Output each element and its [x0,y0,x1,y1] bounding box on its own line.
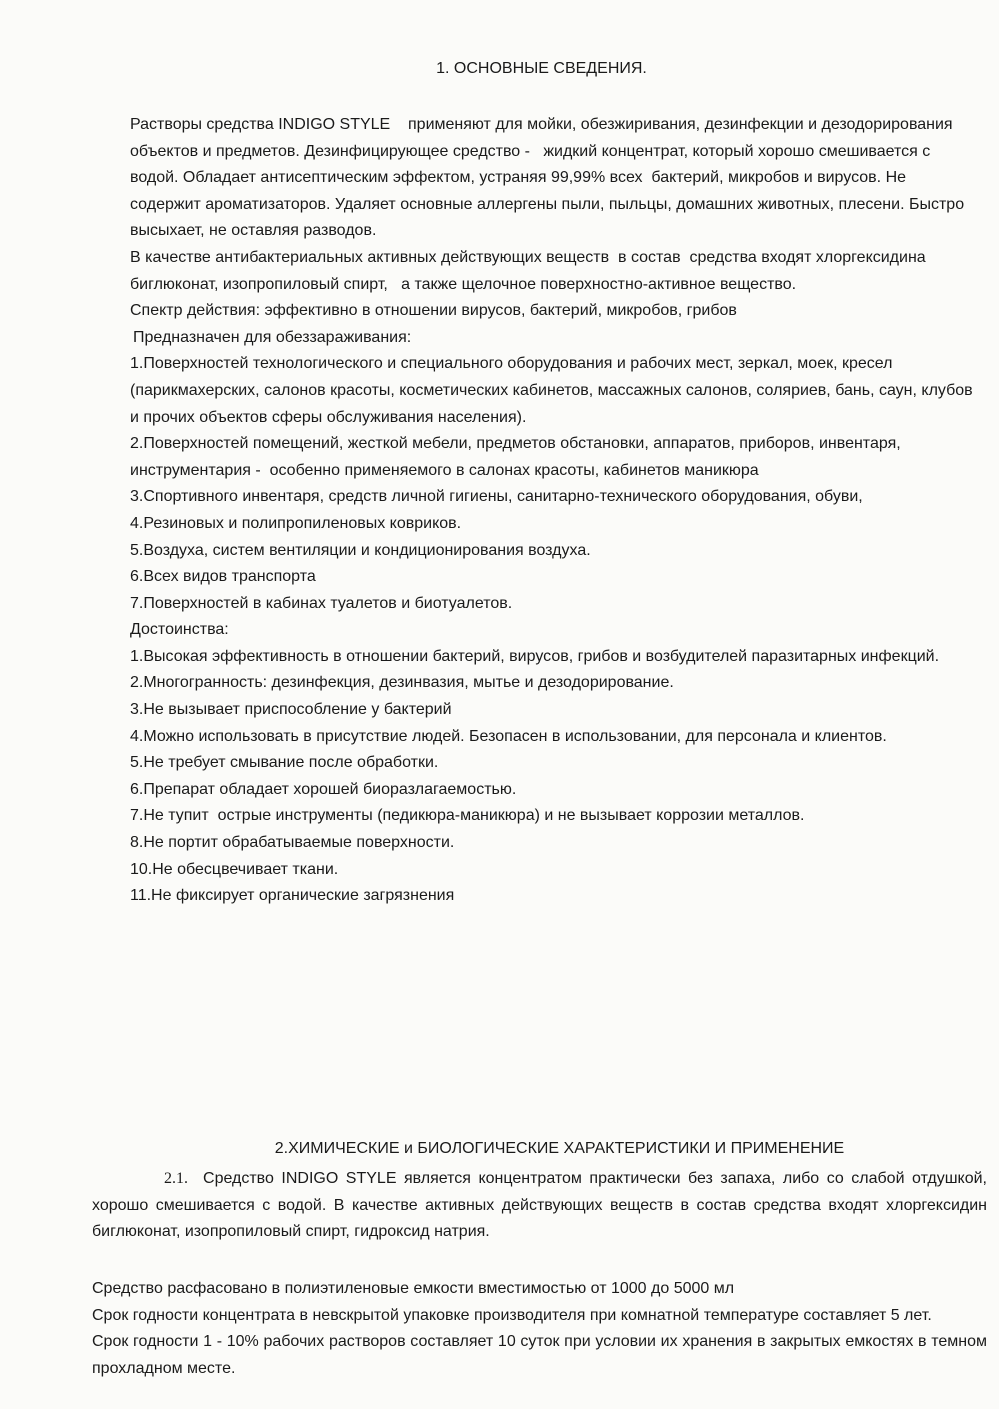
purpose-item: 2.Поверхностей помещений, жесткой мебели, предметов обстановки, аппаратов, приборов, инвентаря, инструментария - особенно применяемого в салонах красоты, кабинетов маникюра [130,435,906,479]
actives-paragraph: В качестве антибактериальных активных действующих веществ в состав средства входят хлоргексидина биглюконат, изопропиловый спирт, а также щелочное поверхностно-активное вещество. [130,248,931,293]
intro-paragraph: Растворы средства INDIGO STYLE применяют для мойки, обезжиривания, дезинфекции и дезодорирования объектов и предметов. Дезинфицирующее средство - жидкий концентрат, который хорошо смешивается с водой. Обладает антисептическим эффектом, устраняя 99,99% всех бактерий, микробов и вирусов. Не содержит ароматизаторов. Удаляет основные аллергены пыли, пыльцы, домашних животных, плесени. Быстро высыхает, не оставляя разводов. [130,116,969,240]
advantage-item: 3.Не вызывает приспособление у бактерий [130,701,452,719]
purpose-item: 6.Всех видов транспорта [130,568,316,586]
paragraph-2-1 [92,1166,987,1246]
advantage-item: 5.Не требует смывание после обработки. [130,754,439,772]
advantage-item: 10.Не обесцвечивает ткани. [130,860,339,878]
advantage-item: 6.Препарат обладает хорошей биоразлагаемостью. [130,780,517,798]
advantage-item: 4.Можно использовать в присутствие людей. Безопасен в использовании, для персонала и клиентов. [130,727,887,745]
purpose-heading: Предназначен для обеззараживания: [133,328,412,346]
section-2-title: 2.ХИМИЧЕСКИЕ и БИОЛОГИЧЕСКИЕ ХАРАКТЕРИСТИКИ И ПРИМЕНЕНИЕ [274,1140,845,1157]
section-2-body [92,1166,987,1246]
purpose-item: 1.Поверхностей технологического и специального оборудования и рабочих мест, зеркал, моек, кресел (парикмахерских, салонов красоты, косметических кабинетов, массажных салонов, соляриев, бань, саун, клубов и прочих объектов сферы обслуживания населения). [130,355,978,426]
advantage-item: 1.Высокая эффективность в отношении бактерий, вирусов, грибов и возбудителей паразитарных инфекций. [130,647,940,665]
storage-section [92,1276,987,1382]
shelf-life-concentrate: Срок годности концентрата в невскрытой упаковке производителя при комнатной температуре составляет 5 лет. [92,1306,932,1324]
purpose-item: 7.Поверхностей в кабинах туалетов и биотуалетов. [130,594,513,612]
purpose-item: 4.Резиновых и полипропиленовых ковриков. [130,514,462,532]
paragraph-number: 2.1. [164,1170,188,1187]
paragraph-text: Средство INDIGO STYLE является концентратом практически без запаха, либо со слабой отдушкой, хорошо смешивается с водой. В качестве активных действующих веществ в состав средства входят хлоргексидин биглюконат, изопропиловый спирт, гидроксид натрия. [92,1170,987,1240]
purpose-item: 3.Спортивного инвентаря, средств личной гигиены, санитарно-технического оборудования, обуви, [130,488,863,506]
advantage-item: 11.Не фиксирует органические загрязнения [130,887,455,905]
spectrum-line: Спектр действия: эффективно в отношении вирусов, бактерий, микробов, грибов [130,302,737,320]
advantage-item: 7.Не тупит острые инструменты (педикюра-маникюра) и не вызывает коррозии металлов. [130,807,805,825]
advantage-item: 8.Не портит обрабатываемые поверхности. [130,834,455,852]
advantages-heading: Достоинства: [130,621,229,639]
shelf-life-solutions: Срок годности 1 - 10% рабочих растворов составляет 10 суток при условии их хранения в закрытых емкостях в темном прохладном месте. [92,1333,987,1377]
purpose-item: 5.Воздуха, систем вентиляции и кондиционирования воздуха. [130,541,591,559]
packaging-line: Средство расфасовано в полиэтиленовые емкости вместимостью от 1000 до 5000 мл [92,1280,735,1297]
advantage-item: 2.Многогранность: дезинфекция, дезинвазия, мытье и дезодорирование. [130,674,674,692]
section-1-body [130,112,980,910]
section-1-title: 1. ОСНОВНЫЕ СВЕДЕНИЯ. [436,60,647,77]
